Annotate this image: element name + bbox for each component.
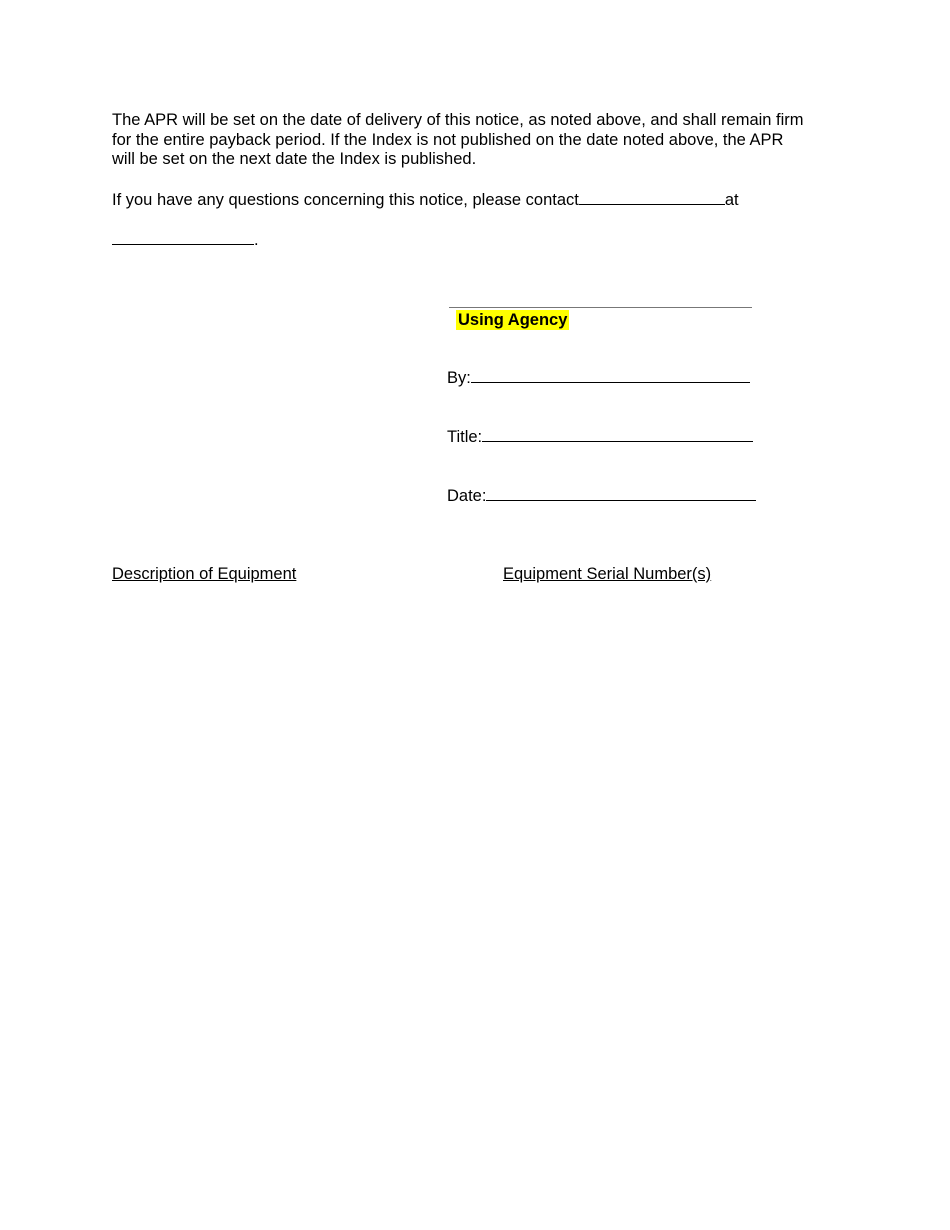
apr-paragraph bbox=[112, 111, 842, 170]
by-blank[interactable] bbox=[471, 368, 750, 383]
apr-paragraph-line-2: for the entire payback period. If the Index is not published on the date noted above, the APR bbox=[112, 130, 784, 149]
date-label: Date: bbox=[447, 487, 487, 505]
using-agency-label: Using Agency bbox=[458, 311, 568, 329]
date-row bbox=[447, 486, 756, 506]
title-row bbox=[447, 427, 753, 447]
contact-line bbox=[112, 190, 739, 210]
equipment-serial-numbers-heading: Equipment Serial Number(s) bbox=[503, 565, 712, 583]
title-label: Title: bbox=[447, 428, 483, 446]
contact-text: If you have any questions concerning this notice, please contact bbox=[112, 191, 579, 209]
agency-signature-rule bbox=[449, 307, 752, 308]
contact-period: . bbox=[254, 231, 259, 249]
contact-at: at bbox=[724, 191, 739, 209]
title-blank[interactable] bbox=[482, 427, 753, 442]
contact-phone-blank[interactable] bbox=[112, 230, 254, 245]
date-blank[interactable] bbox=[486, 486, 756, 501]
contact-phone-line bbox=[112, 230, 259, 250]
by-row bbox=[447, 368, 750, 388]
apr-paragraph-line-1: The APR will be set on the date of delivery of this notice, as noted above, and shall remain firm bbox=[112, 111, 804, 129]
contact-name-blank[interactable] bbox=[579, 190, 725, 205]
apr-paragraph-line-3: will be set on the next date the Index is published. bbox=[112, 150, 477, 168]
description-of-equipment-heading: Description of Equipment bbox=[112, 565, 297, 583]
by-label: By: bbox=[447, 369, 471, 387]
